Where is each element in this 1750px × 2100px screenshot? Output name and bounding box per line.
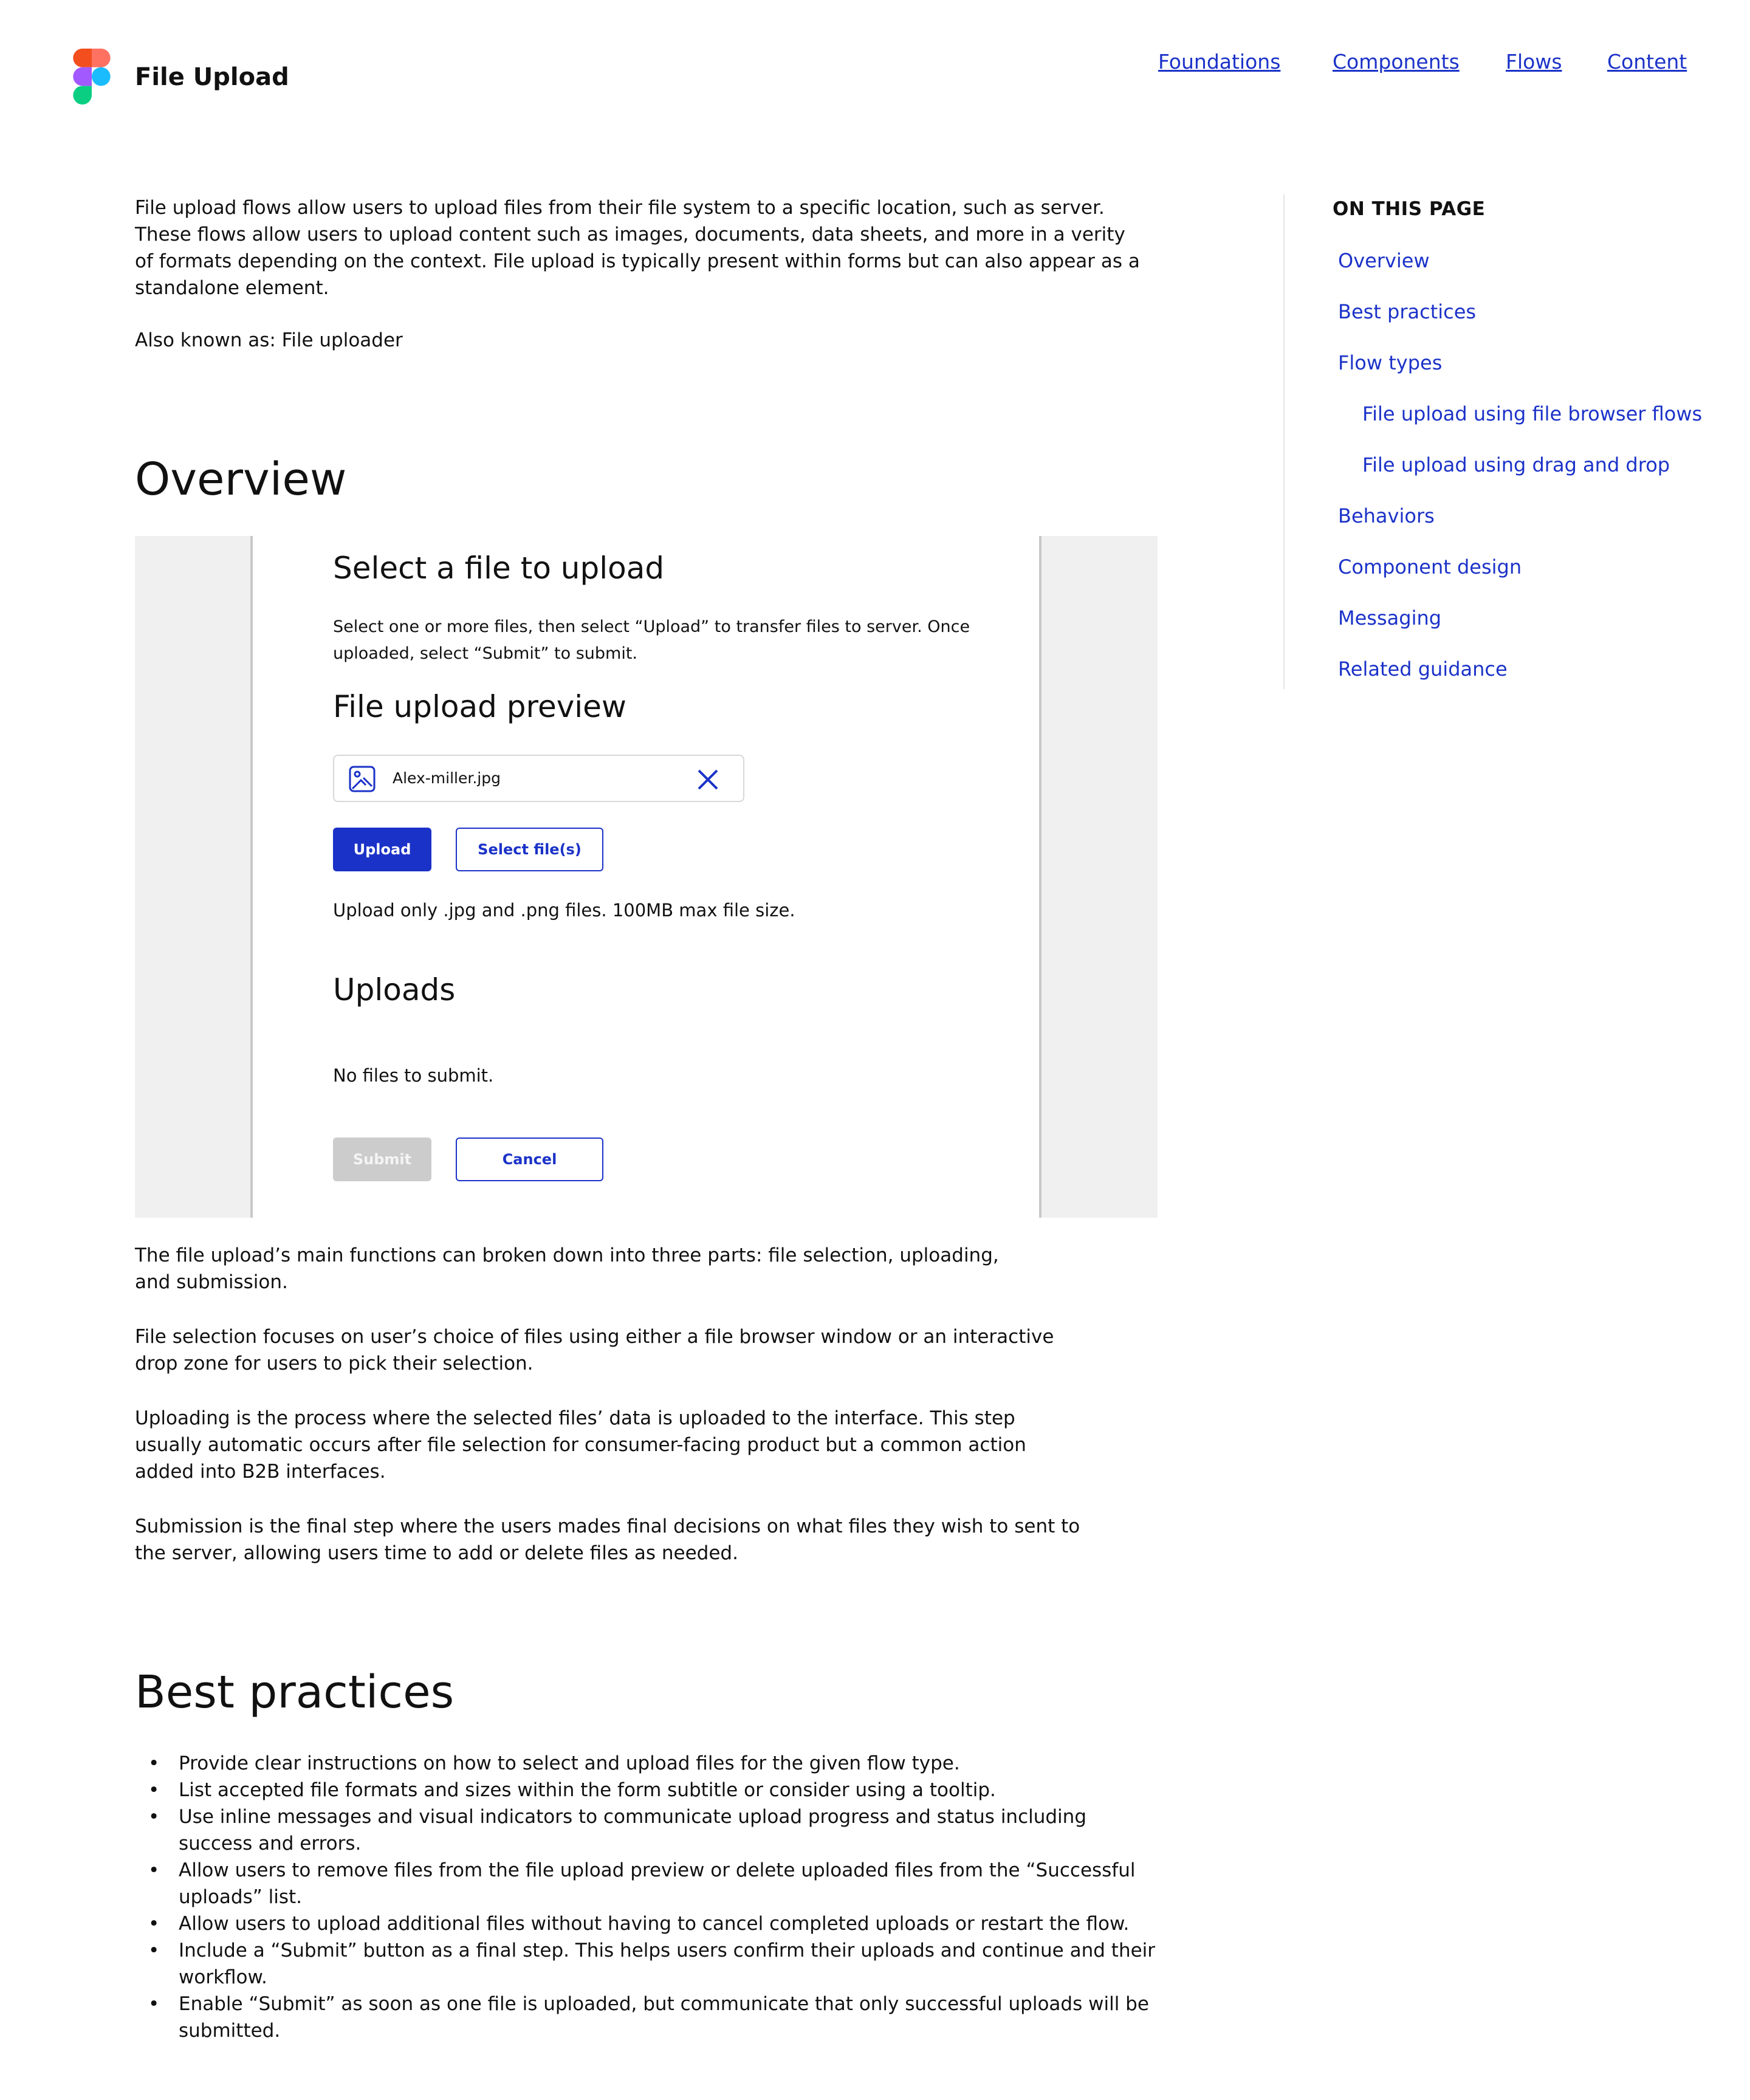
image-file-icon xyxy=(349,766,376,792)
preview-heading: File upload preview xyxy=(333,689,626,724)
uploads-heading: Uploads xyxy=(333,972,456,1007)
upload-hint: Upload only .jpg and .png files. 100MB max file size. xyxy=(333,900,795,921)
toc-item-drag-and-drop[interactable]: File upload using drag and drop xyxy=(1362,453,1670,476)
demo-title: Select a file to upload xyxy=(333,551,665,586)
file-preview-row xyxy=(333,755,744,802)
list-item: • List accepted file formats and sizes within the form subtitle or consider using a tooltip. xyxy=(135,1777,1156,1803)
overview-heading: Overview xyxy=(135,453,347,506)
submit-button: Submit xyxy=(333,1138,431,1181)
toc-item-best-practices[interactable]: Best practices xyxy=(1338,300,1477,323)
best-practices-heading: Best practices xyxy=(135,1666,455,1718)
toc-item-related-guidance[interactable]: Related guidance xyxy=(1338,657,1508,681)
toc-divider xyxy=(1283,194,1285,689)
overview-paragraph-2: File selection focuses on user’s choice of files using either a file browser window or an interactive drop zone for users to pick their selection. xyxy=(135,1326,1054,1374)
toc-item-component-design[interactable]: Component design xyxy=(1338,555,1522,578)
site-title: File Upload xyxy=(135,63,289,91)
intro-description: File upload flows allow users to upload files from their file system to a specific location, such as server. These flows allow users to upload content such as images, documents, data sheets, and more in a verity of formats depending on the context. File upload is typically present within forms but can also appear as a standalone element. xyxy=(135,197,1140,299)
nav-components[interactable]: Components xyxy=(1333,50,1460,74)
overview-paragraph-4: Submission is the final step where the users mades final decisions on what files they wish to sent to the server, allowing users time to add or delete files as needed. xyxy=(135,1515,1080,1564)
list-item: • Include a “Submit” button as a final step. This helps users confirm their uploads and continue and their workflow. xyxy=(135,1937,1156,1991)
toc-item-behaviors[interactable]: Behaviors xyxy=(1338,504,1435,527)
figma-logo-icon xyxy=(73,49,111,105)
overview-paragraph-1: The file upload’s main functions can broken down into three parts: file selection, uploading, and submission. xyxy=(135,1244,999,1293)
also-known-as: Also known as: File uploader xyxy=(135,329,403,351)
cancel-button[interactable]: Cancel xyxy=(456,1138,603,1181)
nav-foundations[interactable]: Foundations xyxy=(1158,50,1281,74)
demo-instructions: Select one or more files, then select “Upload” to transfer files to server. Once uploaded, select “Submit” to submit. xyxy=(333,617,970,663)
toc-item-messaging[interactable]: Messaging xyxy=(1338,606,1442,630)
toc-item-overview[interactable]: Overview xyxy=(1338,249,1430,272)
close-icon[interactable] xyxy=(695,767,721,792)
list-item: • Allow users to upload additional files without having to cancel completed uploads or restart the flow. xyxy=(135,1910,1156,1937)
uploads-empty-text: No files to submit. xyxy=(333,1065,494,1086)
nav-flows[interactable]: Flows xyxy=(1506,50,1562,74)
best-practices-list xyxy=(135,1750,1156,2044)
list-item: • Provide clear instructions on how to select and upload files for the given flow type. xyxy=(135,1750,1156,1777)
list-item: • Use inline messages and visual indicators to communicate upload progress and status including success and errors. xyxy=(135,1803,1156,1857)
toc-item-flow-types[interactable]: Flow types xyxy=(1338,351,1443,374)
list-item: • Enable “Submit” as soon as one file is uploaded, but communicate that only successful uploads will be submitted. xyxy=(135,1991,1156,2044)
list-item: • Allow users to remove files from the file upload preview or delete uploaded files from the “Successful uploads” list. xyxy=(135,1857,1156,1910)
file-name: Alex-miller.jpg xyxy=(393,769,501,787)
overview-paragraph-3: Uploading is the process where the selected files’ data is uploaded to the interface. This step usually automatic occurs after file selection for consumer-facing product but a common action added into B2B interfaces. xyxy=(135,1407,1026,1483)
nav-content[interactable]: Content xyxy=(1607,50,1687,74)
select-files-button[interactable]: Select file(s) xyxy=(456,828,603,871)
upload-button[interactable]: Upload xyxy=(333,828,431,871)
toc-title: ON THIS PAGE xyxy=(1333,198,1486,220)
toc-item-file-browser-flows[interactable]: File upload using file browser flows xyxy=(1362,402,1703,425)
